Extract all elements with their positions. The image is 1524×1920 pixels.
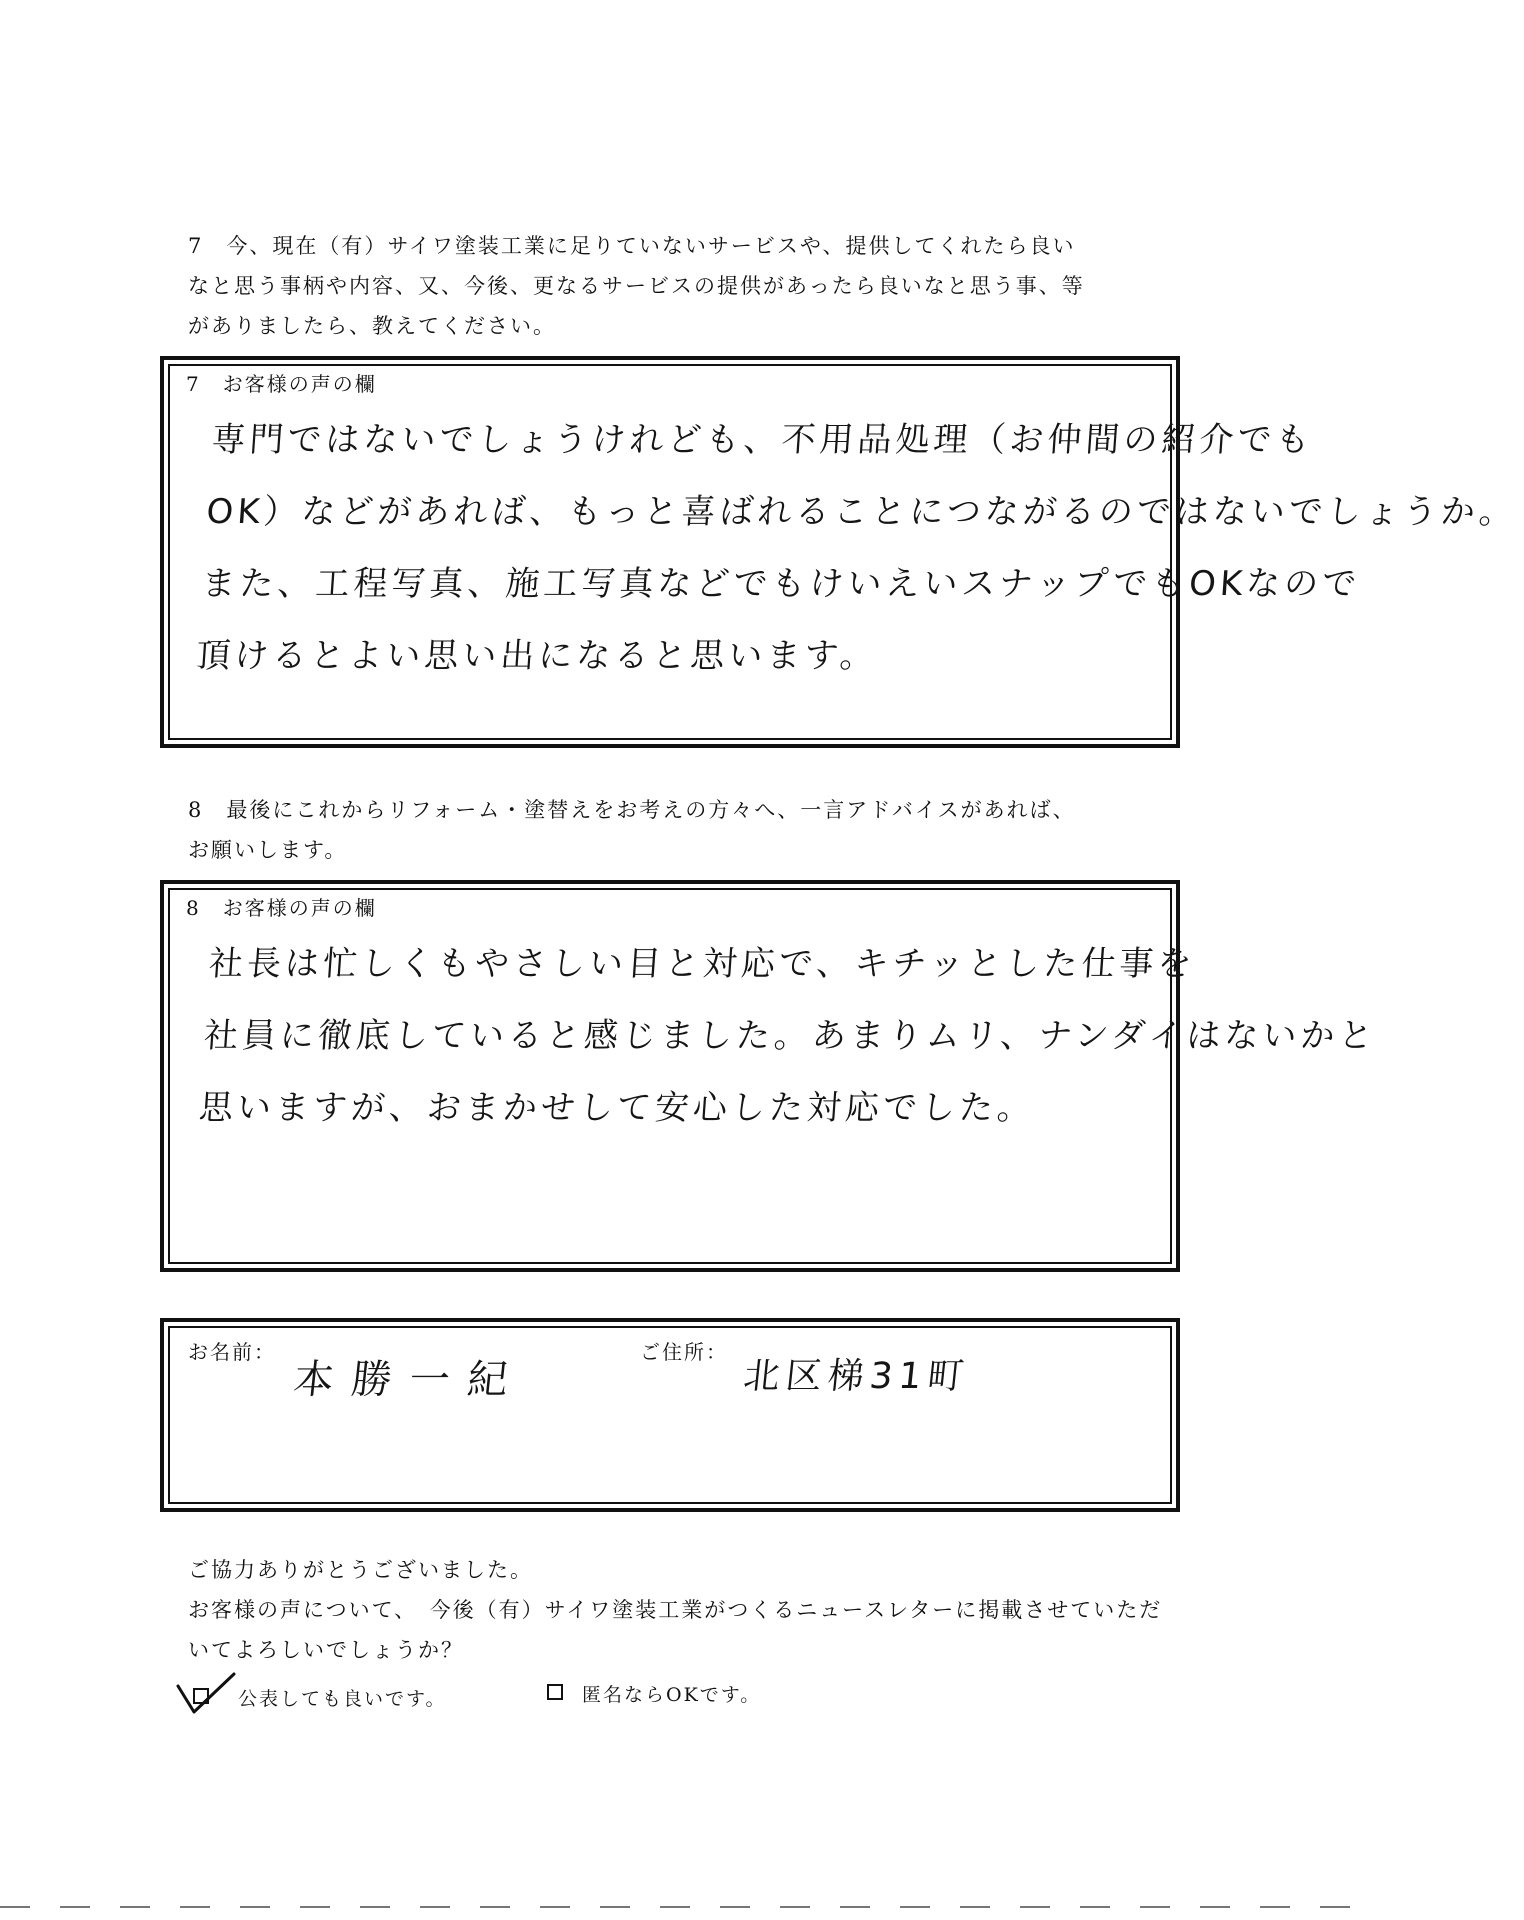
name-label: お名前：: [188, 1340, 276, 1364]
answer-8-line-1: 社長は忙しくもやさしい目と対応で、キチッとした仕事を: [207, 944, 1197, 984]
thanks-text: ご協力ありがとうございました。: [188, 1558, 533, 1582]
answer-7-line-4: 頂けるとよい思い出になると思います。: [195, 636, 880, 676]
answer-7-line-2: OK）などがあれば、もっと喜ばれることにつながるのではないでしょうか。: [205, 492, 1519, 532]
answer-box-8-label: 8 お客様の声の欄: [186, 896, 377, 920]
checkmark-icon: [172, 1668, 242, 1718]
address-label: ご住所：: [640, 1340, 728, 1364]
answer-box-7: [160, 356, 1519, 748]
bottom-scan-line: [0, 1906, 1362, 1908]
question-7-line-3: がありましたら、教えてください。: [188, 314, 556, 338]
question-7: [188, 226, 1188, 346]
question-8: [188, 790, 1188, 870]
question-8-line-2: お願いします。: [188, 838, 348, 862]
option-anonymous-label: 匿名ならOKです。: [582, 1684, 762, 1706]
question-8-line-1: 8 最後にこれからリフォーム・塗替えをお考えの方々へ、一言アドバイスがあれば、: [188, 798, 1076, 822]
address-value: 北区梯31町: [741, 1356, 972, 1397]
answer-box-7-handwriting: [194, 404, 1519, 692]
publish-question-line-2: いてよろしいでしょうか？: [188, 1638, 464, 1662]
publish-question-line-1: お客様の声について、 今後（有）サイワ塗装工業がつくるニュースレターに掲載させていただ: [188, 1598, 1163, 1622]
checkbox-anonymous[interactable]: [547, 1684, 563, 1700]
answer-box-7-label: 7 お客様の声の欄: [186, 372, 377, 396]
answer-box-8: [160, 880, 1378, 1272]
answer-7-line-3: また、工程写真、施工写真などでもけいえいスナップでもOKなので: [200, 564, 1362, 604]
answer-8-line-3: 思いますが、おまかせして安心した対応でした。: [197, 1088, 1037, 1128]
answer-8-line-2: 社員に徹底していると感じました。あまりムリ、ナンダイはないかと: [202, 1016, 1378, 1056]
name-value: 本勝一紀: [291, 1357, 529, 1403]
option-public-label: 公表しても良いです。: [238, 1688, 447, 1710]
footer-text: [188, 1550, 1188, 1670]
info-box: [160, 1318, 1180, 1512]
question-7-line-2: なと思う事柄や内容、又、今後、更なるサービスの提供があったら良いなと思う事、等: [188, 274, 1085, 298]
answer-box-8-handwriting: [196, 928, 1378, 1144]
answer-7-line-1: 専門ではないでしょうけれども、不用品処理（お仲間の紹介でも: [210, 420, 1315, 460]
question-7-line-1: 7 今、現在（有）サイワ塗装工業に足りていないサービスや、提供してくれたら良い: [188, 234, 1076, 258]
